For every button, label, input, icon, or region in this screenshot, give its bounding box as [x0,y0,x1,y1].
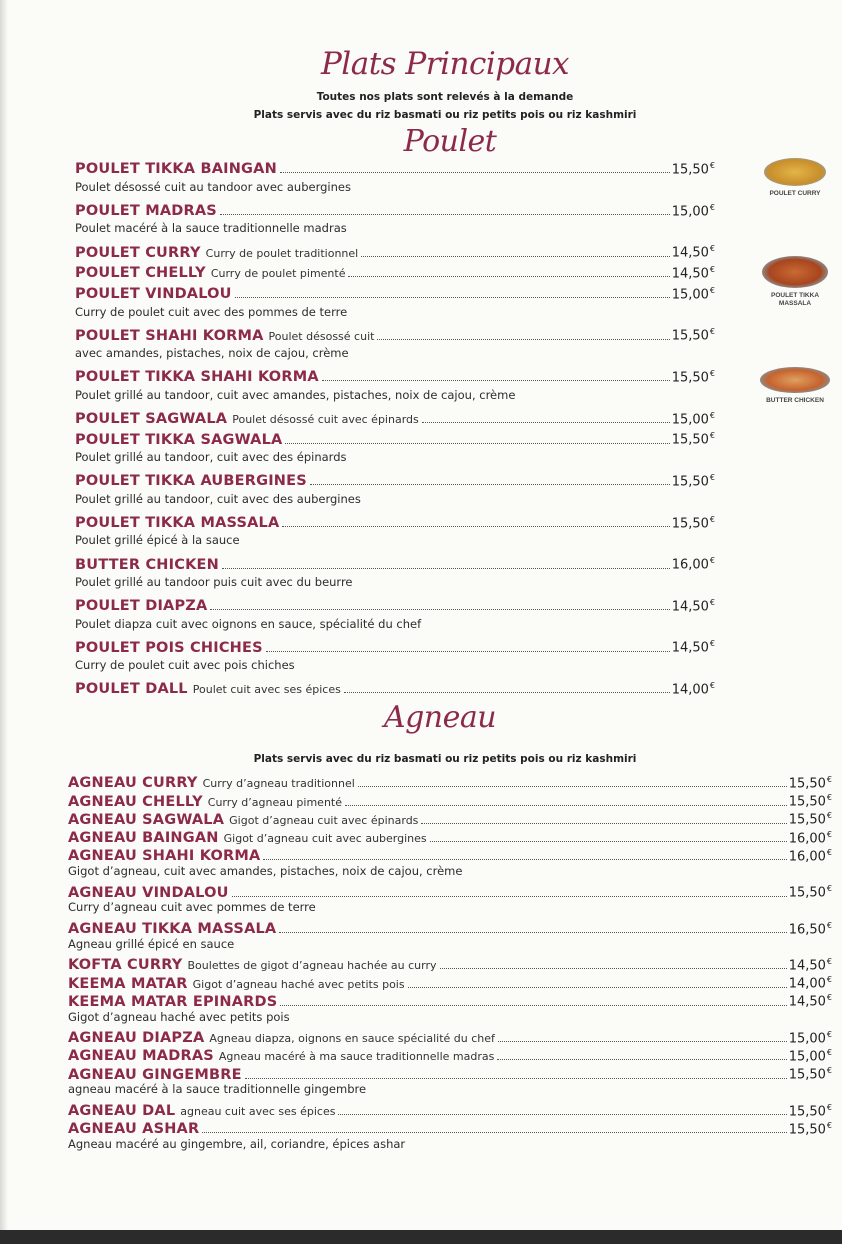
menu-item-name: AGNEAU BAINGAN [68,829,219,846]
menu-item-name: POULET MADRAS [75,202,217,219]
euro-symbol: € [709,202,715,212]
page-edge-shadow [0,0,8,1244]
menu-item-agneau-vindalou [68,884,832,900]
menu-item-price: 15,50€ [788,811,832,828]
menu-item-name: POULET SAGWALA [75,410,228,427]
dot-leader [245,1078,787,1079]
butter-chicken-dish-icon [760,367,830,393]
menu-item-poulet-tikka-shahi-korma [75,369,715,385]
menu-item-agneau-tikka-massala [68,921,832,937]
menu-item-price: 16,00€ [788,829,832,846]
menu-item-price: 15,00€ [671,202,715,219]
thumbnail-butter-chicken [752,367,838,405]
menu-item-poulet-tikka-aubergines [75,473,715,489]
menu-item-name: POULET TIKKA BAINGAN [75,161,277,178]
menu-item-inline-desc: Gigot d’agneau haché avec petits pois [192,977,405,991]
menu-item-price: 15,50€ [671,473,715,490]
dot-leader [266,651,670,652]
menu-item-name: POULET TIKKA MASSALA [75,514,280,531]
dot-leader [345,805,787,806]
euro-symbol: € [709,410,715,420]
menu-item-price: 14,50€ [671,265,715,282]
menu-item-name: AGNEAU SAGWALA [68,811,225,828]
menu-item-inline-desc: Curry de poulet pimenté [210,267,346,281]
thumbnail-poulet-tikka-massala [752,256,838,308]
menu-item-name: POULET TIKKA SAGWALA [75,431,283,448]
euro-symbol: € [709,639,715,649]
menu-item-price: 15,50€ [671,161,715,178]
menu-item-name: POULET DIAPZA [75,598,208,615]
curry-dish-icon [764,158,826,186]
menu-item-name: AGNEAU MADRAS [68,1048,214,1065]
menu-item-poulet-tikka-sagwala [75,431,715,447]
menu-item-description: Poulet grillé épicé à la sauce [75,533,240,548]
menu-item-description: Gigot d’agneau haché avec petits pois [68,1009,290,1024]
menu-item-agneau-gingembre [68,1066,832,1082]
menu-item-description: Poulet grillé au tandoor puis cuit avec du beurre [75,575,353,589]
euro-symbol: € [709,265,715,274]
menu-item-inline-desc: Poulet désossé cuit [268,329,375,343]
menu-item-price: 15,50€ [788,884,832,901]
menu-item-price: 14,00€ [671,681,715,698]
menu-item-price: 15,00€ [788,1029,832,1047]
menu-item-price: 16,50€ [788,920,832,937]
menu-item-price: 15,50€ [788,1102,832,1119]
menu-item-name: AGNEAU TIKKA MASSALA [68,920,277,937]
menu-item-price: 14,50€ [671,597,715,615]
euro-symbol: € [826,793,832,803]
menu-item-poulet-madras [75,203,715,219]
euro-symbol: € [826,1066,832,1076]
menu-item-price: 14,50€ [788,957,832,974]
dot-leader [358,786,787,787]
section-title-agneau: Agneau [383,700,497,735]
dot-leader [422,422,670,423]
menu-item-price: 16,00€ [788,847,832,865]
menu-item-inline-desc: Gigot d’agneau cuit avec épinards [229,813,419,827]
menu-item-description: agneau macéré à la sauce traditionnelle gingembre [68,1082,367,1097]
dot-leader [263,859,786,860]
menu-item-name: POULET TIKKA AUBERGINES [75,473,307,490]
menu-item-description: Poulet grillé au tandoor, cuit avec amandes, pistaches, noix de cajou, crème [75,387,516,402]
euro-symbol: € [826,775,832,784]
menu-item-name: KEEMA MATAR EPINARDS [68,993,278,1010]
menu-item-inline-desc: agneau cuit avec ses épices [180,1104,336,1118]
menu-item-inline-desc: Agneau macéré à ma sauce traditionnelle madras [218,1050,495,1064]
menu-item-inline-desc: Curry de poulet traditionnel [205,246,359,260]
menu-item-agneau-shahi-korma [68,848,832,864]
menu-item-name: POULET SHAHI KORMA [75,327,264,344]
menu-item-inline-desc: Gigot d’agneau cuit avec aubergines [223,831,427,845]
menu-item-inline-desc: Poulet cuit avec ses épices [192,683,341,697]
dot-leader [421,823,786,824]
euro-symbol: € [709,597,715,607]
dot-leader [322,380,670,381]
euro-symbol: € [709,285,715,295]
menu-item-name: KOFTA CURRY [68,957,183,974]
dot-leader [280,172,670,173]
dot-leader [408,987,787,988]
menu-item-description: Curry de poulet cuit avec pois chiches [75,658,295,673]
menu-item-description: Poulet grillé au tandoor, cuit avec des épinards [75,450,347,465]
menu-item-name: POULET TIKKA SHAHI KORMA [75,369,319,386]
menu-item-price: 14,50€ [671,639,715,656]
menu-item-description: Poulet grillé au tandoor, cuit avec des aubergines [75,491,361,506]
menu-item-description: Poulet diapza cuit avec oignons en sauce, spécialité du chef [75,616,422,631]
menu-item-price: 15,50€ [671,514,715,531]
euro-symbol: € [826,811,832,821]
menu-item-name: AGNEAU DIAPZA [68,1030,205,1047]
menu-item-description: Poulet macéré à la sauce traditionnelle madras [75,221,347,236]
bottom-edge [0,1230,842,1244]
euro-symbol: € [709,556,715,566]
dot-leader [232,896,787,897]
menu-item-price: 15,50€ [671,327,715,344]
menu-item-poulet-tikka-baingan [75,161,715,177]
menu-item-name: POULET CURRY [75,244,201,261]
menu-item-inline-desc: Curry d’agneau traditionnel [202,777,355,791]
menu-item-price: 15,00€ [671,410,715,427]
menu-item-name: AGNEAU VINDALOU [68,884,229,901]
menu-item-description: Agneau macéré au gingembre, ail, coriandre, épices ashar [68,1137,406,1151]
menu-item-poulet-pois-chiches [75,639,715,655]
menu-item-poulet-sagwala [75,411,715,427]
dot-leader [348,276,669,277]
dot-leader [220,214,670,215]
menu-item-poulet-chelly [75,265,715,281]
dot-leader [210,609,669,610]
dot-leader [430,841,787,842]
menu-item-name: AGNEAU ASHAR [68,1121,200,1138]
dot-leader [497,1059,786,1060]
euro-symbol: € [709,681,715,690]
menu-item-description: avec amandes, pistaches, noix de cajou, crème [75,346,349,361]
menu-item-price: 15,50€ [671,431,715,448]
menu-item-inline-desc: Poulet désossé cuit avec épinards [232,412,419,426]
menu-item-name: AGNEAU CURRY [68,775,198,792]
massala-dish-icon [762,256,828,288]
menu-item-name: POULET DALL [75,681,188,698]
euro-symbol: € [709,473,715,482]
euro-symbol: € [709,369,715,378]
menu-item-name: AGNEAU GINGEMBRE [68,1066,242,1083]
menu-item-agneau-baingan [68,830,832,846]
dot-leader [222,568,670,569]
page-subtitle-relevés: Toutes nos plats sont relevés à la demande [316,91,574,103]
dot-leader [440,968,787,969]
page-title: Plats Principaux [320,46,570,82]
menu-item-price: 15,50€ [788,1066,832,1083]
menu-item-name: BUTTER CHICKEN [75,556,219,573]
euro-symbol: € [826,829,832,839]
page-subtitle-riz: Plats servis avec du riz basmati ou riz petits pois ou riz kashmiri [253,109,637,121]
euro-symbol: € [826,1029,832,1039]
menu-item-price: 15,50€ [788,793,832,810]
euro-symbol: € [826,1048,832,1057]
menu-item-poulet-shahi-korma [75,327,715,343]
menu-item-price: 16,00€ [671,556,715,573]
euro-symbol: € [709,431,715,441]
euro-symbol: € [709,514,715,524]
menu-item-description: Poulet désossé cuit au tandoor avec aubergines [75,179,351,194]
menu-item-agneau-curry [68,775,832,791]
menu-item-name: AGNEAU CHELLY [68,793,203,810]
menu-item-price: 15,00€ [671,285,715,303]
menu-item-price: 14,50€ [671,244,715,261]
dot-leader [280,1005,786,1006]
euro-symbol: € [826,847,832,857]
menu-item-name: AGNEAU DAL [68,1102,176,1119]
thumbnail-label: POULET CURRY [769,190,821,197]
menu-item-price: 15,50€ [788,775,832,792]
dot-leader [498,1041,787,1042]
euro-symbol: € [709,327,715,337]
menu-item-butter-chicken [75,556,715,572]
dot-leader [279,932,786,933]
agneau-subtitle: Plats servis avec du riz basmati ou riz petits pois ou riz kashmiri [253,753,637,765]
menu-item-inline-desc: Agneau diapza, oignons en sauce spécialité du chef [209,1032,495,1046]
menu-item-keema-matar [68,975,832,991]
thumbnail-label: POULET TIKKA MASSALA [770,292,820,307]
euro-symbol: € [826,957,832,966]
menu-item-agneau-dal [68,1103,832,1119]
dot-leader [344,692,670,693]
dot-leader [235,297,670,298]
euro-symbol: € [826,975,832,985]
menu-item-description: Gigot d’agneau, cuit avec amandes, pistaches, noix de cajou, crème [68,864,463,878]
menu-item-poulet-dall [75,681,715,697]
menu-item-description: Curry d’agneau cuit avec pommes de terre [68,900,316,915]
euro-symbol: € [709,244,715,254]
menu-item-inline-desc: Boulettes de gigot d’agneau hachée au curry [187,959,437,973]
menu-item-price: 15,00€ [788,1048,832,1065]
dot-leader [285,443,669,444]
euro-symbol: € [709,161,715,170]
euro-symbol: € [826,884,832,894]
menu-item-description: Agneau grillé épicé en sauce [68,936,235,951]
section-title-poulet: Poulet [403,124,497,159]
dot-leader [338,1114,786,1115]
thumbnail-label: BUTTER CHICKEN [766,397,824,404]
menu-item-agneau-sagwala [68,811,832,827]
dot-leader [202,1132,786,1133]
thumbnail-poulet-curry [755,158,835,198]
dot-leader [282,526,669,527]
menu-item-inline-desc: Curry d’agneau pimenté [207,795,342,809]
menu-item-agneau-diapza [68,1030,832,1046]
euro-symbol: € [826,920,832,930]
menu-item-agneau-ashar [68,1121,832,1137]
euro-symbol: € [826,993,832,1003]
euro-symbol: € [826,1120,832,1130]
menu-item-kofta-curry [68,957,832,973]
dot-leader [310,484,670,485]
menu-item-description: Curry de poulet cuit avec des pommes de terre [75,304,348,319]
menu-item-price: 14,50€ [788,993,832,1010]
euro-symbol: € [826,1102,832,1112]
dot-leader [377,339,669,340]
menu-item-agneau-madras [68,1048,832,1064]
dot-leader [361,256,669,257]
menu-item-poulet-tikka-massala [75,515,715,531]
menu-item-agneau-chelly [68,793,832,809]
menu-item-poulet-diapza [75,598,715,614]
menu-item-poulet-vindalou [75,286,715,302]
menu-item-price: 15,50€ [671,369,715,386]
menu-item-poulet-curry [75,244,715,260]
menu-item-name: POULET CHELLY [75,265,206,282]
menu-item-name: POULET POIS CHICHES [75,639,263,656]
menu-item-name: AGNEAU SHAHI KORMA [68,848,261,865]
menu-item-keema-matar-epinards [68,993,832,1009]
menu-item-name: POULET VINDALOU [75,286,232,303]
menu-item-name: KEEMA MATAR [68,975,188,992]
menu-item-price: 14,00€ [788,975,832,992]
menu-item-price: 15,50€ [788,1120,832,1138]
